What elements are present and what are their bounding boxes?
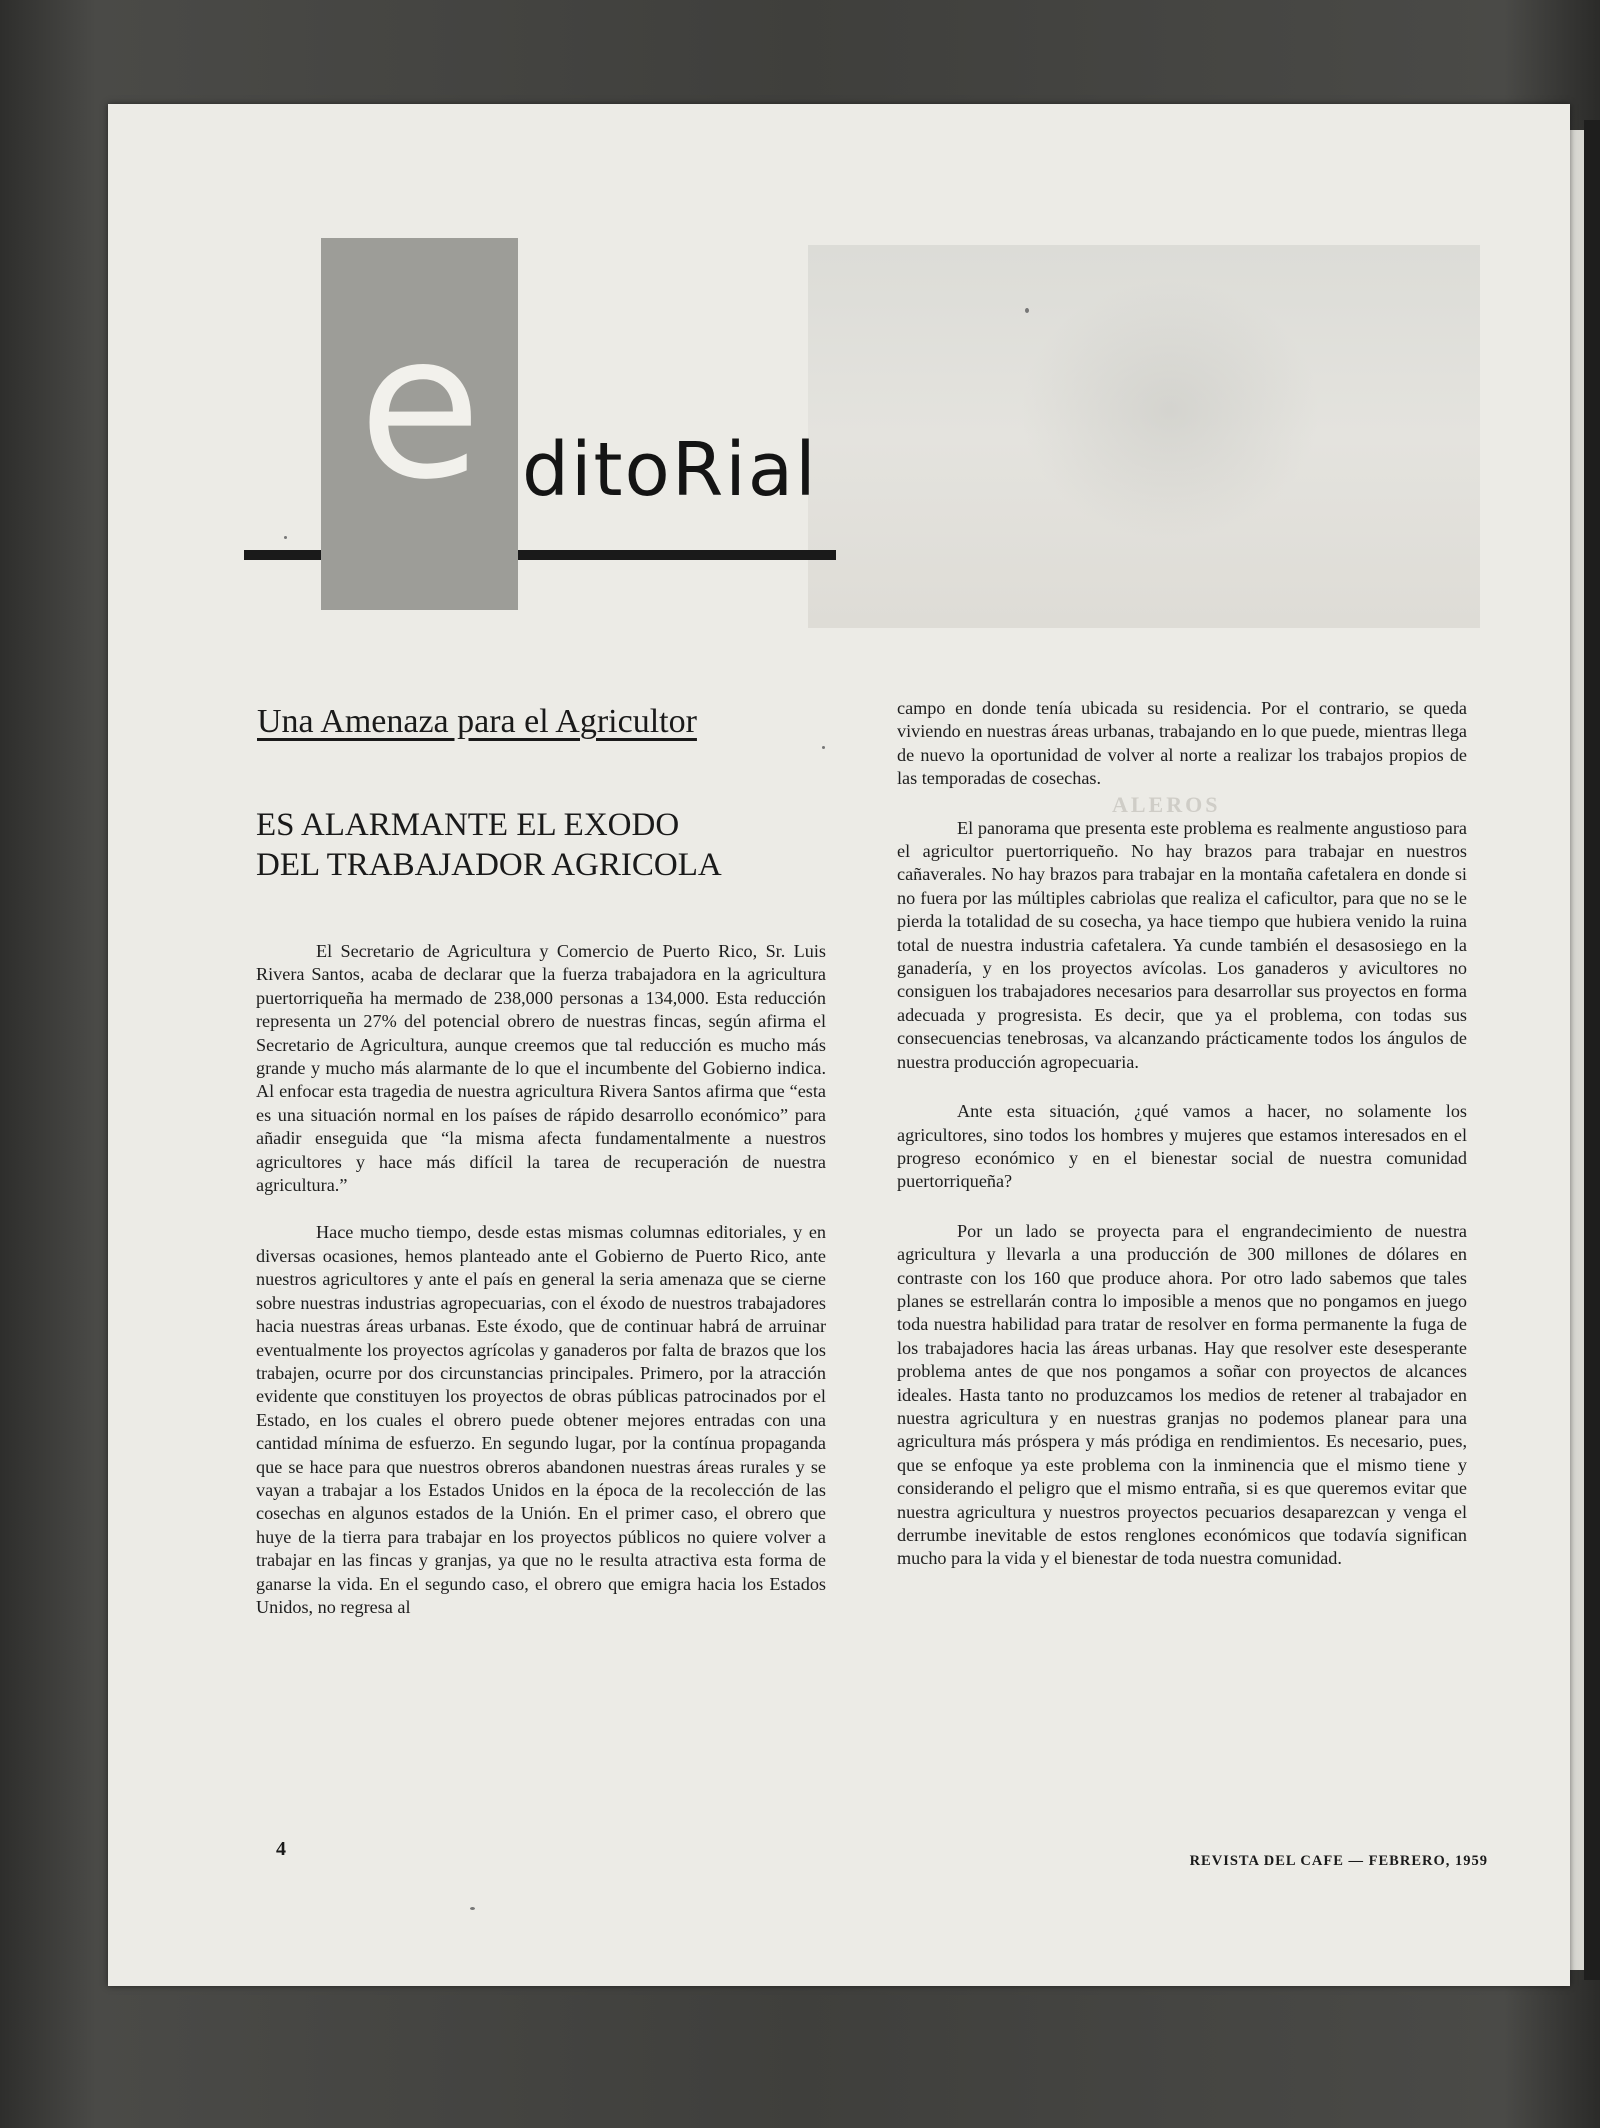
masthead-rule-left: [244, 550, 321, 560]
paragraph: El panorama que presenta este problema es realmente angustioso para el agricultor puertorriqueño. No hay brazos para trabajar en nuestros cañaverales. No hay brazos para trabajar en la montaña cafetalera en donde si no fuera por las múltiples cabriolas que realiza el caficultor, para que no se le pierda la totalidad de su cosecha, ya hace tiempo que hubiera venido la ruina total de nuestra industria cafetalera. Ya cunde también el desasosiego en la ganadería, y en los proyectos avícolas. Los ganaderos y avicultores no consiguen los trabajadores necesarios para desarrollar sus proyectos en forma adecuada y progresista. Es decir, que ya el problema, con todas sus consecuencias tenebrosas, va alcanzando prácticamente todos los ángulos de nuestra producción agropecuaria.: [897, 817, 1467, 1072]
right-column: [897, 697, 1467, 1571]
dust-speck: [1025, 308, 1029, 313]
book-spine: [1584, 120, 1600, 1980]
page-number: 4: [276, 1838, 286, 1860]
paragraph: Hace mucho tiempo, desde estas mismas columnas editoriales, y en diversas ocasiones, hemos planteado ante el Gobierno de Puerto Rico, ante nuestros agricultores y ante el país en general la seria amenaza que se cierne sobre nuestras industrias agropecuarias, con el éxodo de nuestros trabajadores hacia nuestras áreas urbanas. Este éxodo, que de continuar habrá de arruinar eventualmente los proyectos agrícolas y ganaderos por falta de brazos que los trabajen, ocurre por dos circunstancias principales. Primero, por la atracción evidente que constituyen los proyectos de obras públicas patrocinados por el Estado, en los cuales el obrero puede obtener mejores entradas con una cantidad mínima de esfuerzo. En segundo lugar, por la contínua propaganda que se hace para que nuestros obreros abandonen nuestras áreas rurales y se vayan a trabajar a los Estados Unidos en la época de la recolección de las cosechas en algunos estados de la Unión. En el primer caso, el obrero que huye de la tierra para trabajar en los proyectos públicos no quiere volver a trabajar en las fincas y granjas, ya que no le resulta atractiva esta forma de ganarse la vida. En el segundo caso, el obrero que emigra hacia los Estados Unidos, no regresa al: [256, 1222, 826, 1617]
paragraph: Por un lado se proyecta para el engrandecimiento de nuestra agricultura y llevarla a una producción de 300 millones de dólares en contraste con los 160 que produce ahora. Por otro lado sabemos que tales planes se estrellarán contra lo imposible a menos que no pongamos en juego toda nuestra habilidad para tratar de resolver en forma permanente la fuga de los trabajadores hacia las áreas urbanas. Hay que resolver este desesperante problema antes de que nos pongamos a soñar con proyectos de alcances ideales. Hasta tanto no produzcamos los medios de retener al trabajador en nuestra agricultura y en nuestras granjas no podemos planear para una agricultura más próspera y más pródiga en rendimientos. Es necesario, pues, que se enfoque ya este problema con la inminencia que el mismo tiene y considerando el peligro que el mismo entraña, si es que queremos evitar que nuestra agricultura y nuestros proyectos pecuarios desaparezcan y venga el derrumbe inevitable de estos renglones económicos que todavía significan mucho para la vida y el bienestar de toda nuestra comunidad.: [897, 1220, 1467, 1569]
headline-line-2: DEL TRABAJADOR AGRICOLA: [256, 847, 722, 883]
paragraph: Ante esta situación, ¿qué vamos a hacer, no solamente los agricultores, sino todos los hombres y mujeres que estamos interesados en el progreso económico y en el bienestar social de nuestra comunidad puertorriqueña?: [897, 1101, 1467, 1192]
paragraph: campo en donde tenía ubicada su residencia. Por el contrario, se queda viviendo en nuestras áreas urbanas, trabajando en lo que puede, mientras llega de nuevo la oportunidad de volver al norte a realizar los trabajos propios de las temporadas de cosechas.: [897, 698, 1467, 789]
section-title: Una Amenaza para el Agricultor: [257, 703, 697, 740]
masthead-photo-figure: [1020, 280, 1320, 540]
dust-speck: [822, 746, 825, 749]
facing-page-edge: [1570, 130, 1584, 1970]
headline-line-1: ES ALARMANTE EL EXODO: [256, 807, 680, 843]
paragraph: El Secretario de Agricultura y Comercio de Puerto Rico, Sr. Luis Rivera Santos, acaba de declarar que la fuerza trabajadora en la agricultura puertorriqueña ha mermado de 238,000 personas a 134,000. Esta reducción representa un 27% del potencial obrero de nuestras fincas, según afirma el Secretario de Agricultura, aunque creemos que tal reducción es mucho más grande y mucho más alarmante de lo que el incumbente del Gobierno indica. Al enfocar esta tragedia de nuestra agricultura Rivera Santos afirma que “esta es una situación normal en los países de rápido desarrollo económico” para añadir enseguida que “la misma afecta fundamentalmente a nuestros agricultores y hace más difícil la tarea de recuperación de nuestra agricultura.”: [256, 941, 826, 1196]
masthead-rule-right: [518, 550, 836, 560]
left-column: [256, 940, 826, 1619]
article-headline: [256, 805, 816, 905]
publication-footer: REVISTA DEL CAFE — FEBRERO, 1959: [1189, 1853, 1488, 1869]
masthead-initial-letter: e: [358, 291, 482, 524]
photo-ghost-text: ALEROS: [1112, 792, 1221, 817]
masthead-word: ditoRial: [522, 427, 818, 513]
dust-speck: [284, 536, 287, 539]
dust-speck: [470, 1907, 475, 1910]
